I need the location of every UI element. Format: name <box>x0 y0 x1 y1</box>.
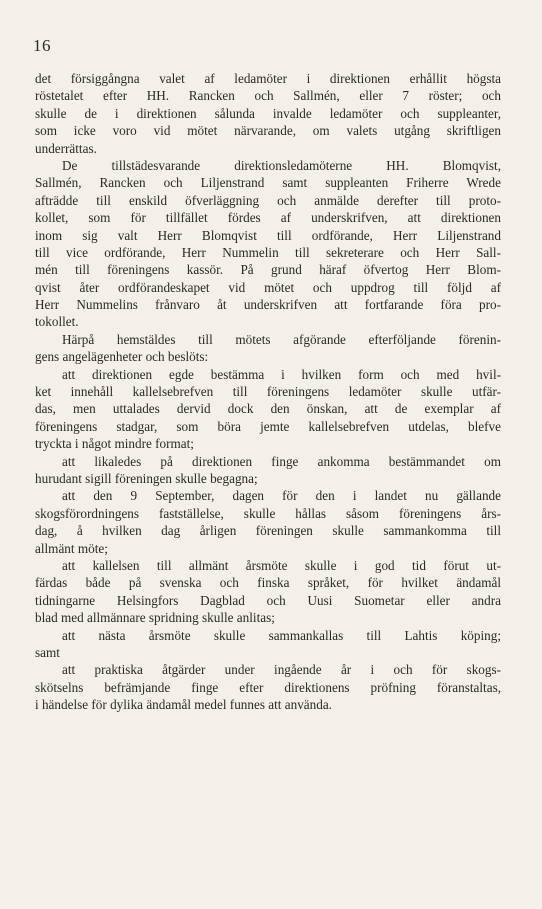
text-line: det försiggångna valet af ledamöter i direktionen erhållit högsta <box>35 71 501 86</box>
text-line: dag, å hvilken dag årligen föreningen skulle sammankomma till <box>35 523 501 539</box>
text-line: skötselns befrämjande finge efter direktionens pröfning föranstaltas, <box>35 679 501 695</box>
text-line: skogsförordningens fastställelse, skulle hållas såsom föreningens års- <box>35 505 501 521</box>
text-line: tokollet. <box>35 314 79 330</box>
text-line: mén till föreningens kassör. På grund häraf öfvertog Herr Blom- <box>35 262 501 278</box>
text-line: blad med allmännare spridning skulle anlitas; <box>35 610 275 626</box>
text-line: att likaledes på direktionen finge ankomma bestämmandet om <box>62 453 501 469</box>
text-line: Härpå hemstäldes till mötets afgörande efterföljande förenin- <box>62 331 501 347</box>
text-line: Herr Nummelins frånvaro åt underskrifven att fortfarande föra pro- <box>35 297 501 313</box>
text-line: att direktionen egde bestämma i hvilken form och med hvil- <box>62 366 501 382</box>
text-line: hurudant sigill föreningen skulle begagna; <box>35 470 258 486</box>
text-line: inom sig valt Herr Blomqvist till ordförande, Herr Liljenstrand <box>35 227 501 243</box>
text-line: qvist åter ordförandeskapet vid mötet och uppdrog till följd af <box>35 279 501 295</box>
text-line: tidningarne Helsingfors Dagblad och Uusi Suometar eller andra <box>35 592 501 608</box>
page-number: 16 <box>33 36 51 55</box>
text-line: afträdde till enskild öfverläggning och anmälde derefter till proto- <box>35 192 501 208</box>
text-line: De tillstädesvarande direktionsledamöterne HH. Blomqvist, <box>62 157 501 173</box>
text-line: Sallmén, Rancken och Liljenstrand samt suppleanten Friherre Wrede <box>35 175 501 191</box>
text-line: gens angelägenheter och beslöts: <box>35 349 209 365</box>
text-line: som icke voro vid mötet närvarande, om valets utgång skriftligen <box>35 123 501 139</box>
text-line: röstetalet efter HH. Rancken och Sallmén, eller 7 röster; och <box>35 88 501 104</box>
text-line: att den 9 September, dagen för den i landet nu gällande <box>62 488 501 504</box>
text-line: färdas både på svenska och finska språket, för hvilket ändamål <box>35 575 501 591</box>
text-line: att kallelsen till allmänt årsmöte skulle i god tid förut ut- <box>62 557 501 573</box>
text-line: das, men uttalades dervid dock den önskan, att de exemplar af <box>35 401 501 417</box>
text-line: samt <box>35 644 60 660</box>
text-line: att praktiska åtgärder under ingående år i och för skogs- <box>62 662 501 678</box>
text-line: allmänt möte; <box>35 540 108 556</box>
text-line: skulle de i direktionen sålunda invalde ledamöter och suppleanter, <box>35 105 501 121</box>
text-line: att nästa årsmöte skulle sammankallas till Lahtis köping; <box>62 627 501 643</box>
text-line: i händelse för dylika ändamål medel funnes att använda. <box>35 697 332 713</box>
text-line: till vice ordförande, Herr Nummelin till sekreterare och Herr Sall- <box>35 244 501 260</box>
text-line: tryckta i något mindre format; <box>35 436 194 452</box>
text-line: kollet, som för tillfället fördes af underskrifven, att direktionen <box>35 210 501 226</box>
body-text <box>35 70 501 713</box>
text-line: föreningens stadgar, som böra jemte kallelsebrefven utdelas, blefve <box>35 418 501 434</box>
text-line: ket innehåll kallelsebrefven till föreningens ledamöter skulle utfär- <box>35 384 501 400</box>
text-line: underrättas. <box>35 140 97 156</box>
